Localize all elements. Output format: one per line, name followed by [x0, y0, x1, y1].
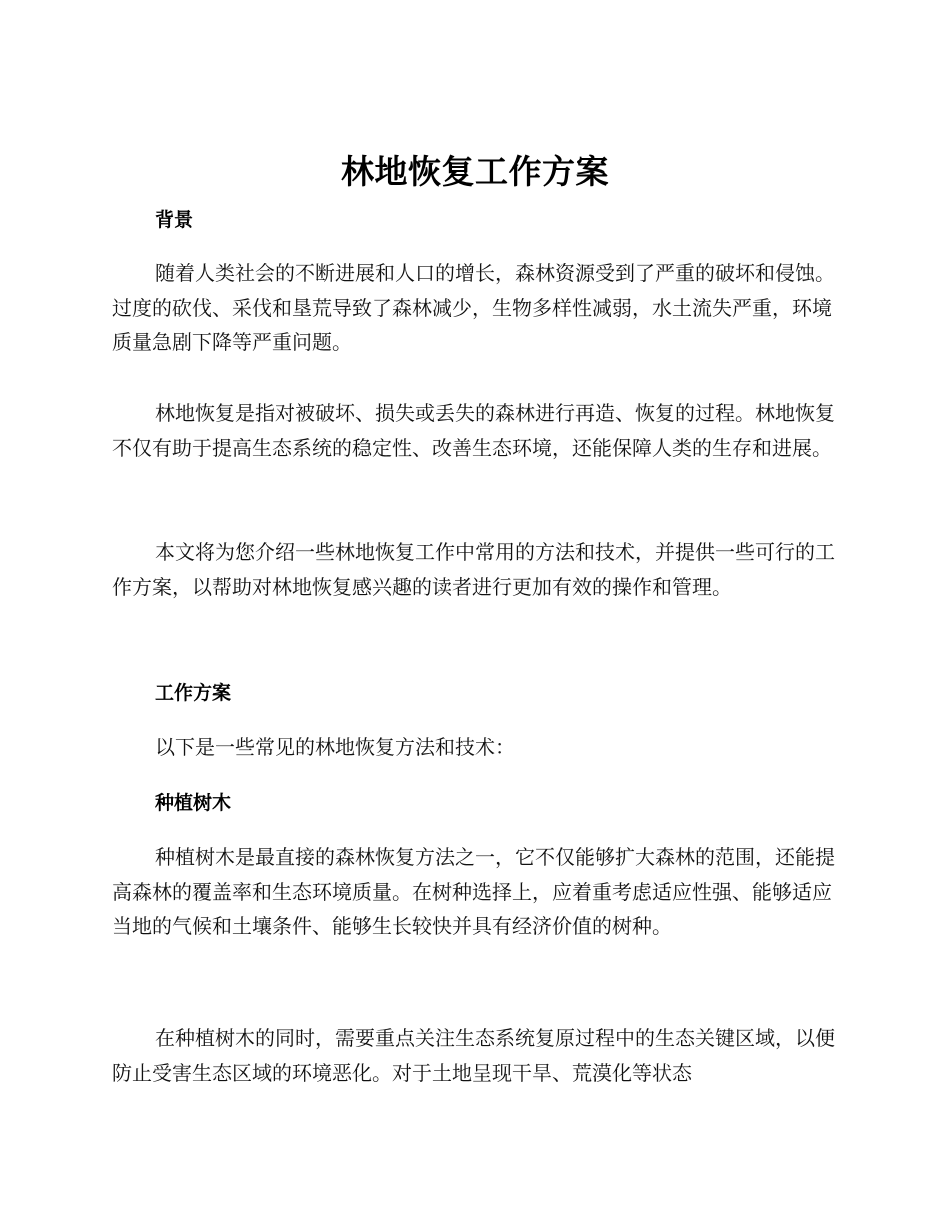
paragraph-work-plan-intro: 以下是一些常见的林地恢复方法和技术： [155, 735, 515, 759]
section-heading-planting-trees: 种植树木 [155, 792, 232, 814]
paragraph-background-1: 随着人类社会的不断进展和人口的增长，森林资源受到了严重的破坏和侵蚀。过度的砍伐、采伐和垦荒导致了森林减少，生物多样性减弱，水土流失严重，环境质量急剧下降等严重问题。 [112, 261, 835, 355]
paragraph-planting-trees-2: 在种植树木的同时，需要重点关注生态系统复原过程中的生态关键区域，以便防止受害生态区域的环境恶化。对于土地呈现干旱、荒漠化等状态 [112, 1026, 835, 1085]
section-heading-work-plan: 工作方案 [155, 682, 232, 704]
section-heading-background: 背景 [155, 209, 194, 231]
paragraph-planting-trees-1: 种植树木是最直接的森林恢复方法之一，它不仅能够扩大森林的范围，还能提高森林的覆盖率和生态环境质量。在树种选择上，应着重考虑适应性强、能够适应当地的气候和土壤条件、能够生长较快并具有经济价值的树种。 [112, 845, 835, 939]
document-title: 林地恢复工作方案 [341, 152, 609, 191]
paragraph-background-2: 林地恢复是指对被破坏、损失或丢失的森林进行再造、恢复的过程。林地恢复不仅有助于提高生态系统的稳定性、改善生态环境，还能保障人类的生存和进展。 [112, 401, 835, 460]
paragraph-background-3: 本文将为您介绍一些林地恢复工作中常用的方法和技术，并提供一些可行的工作方案，以帮助对林地恢复感兴趣的读者进行更加有效的操作和管理。 [112, 540, 835, 599]
